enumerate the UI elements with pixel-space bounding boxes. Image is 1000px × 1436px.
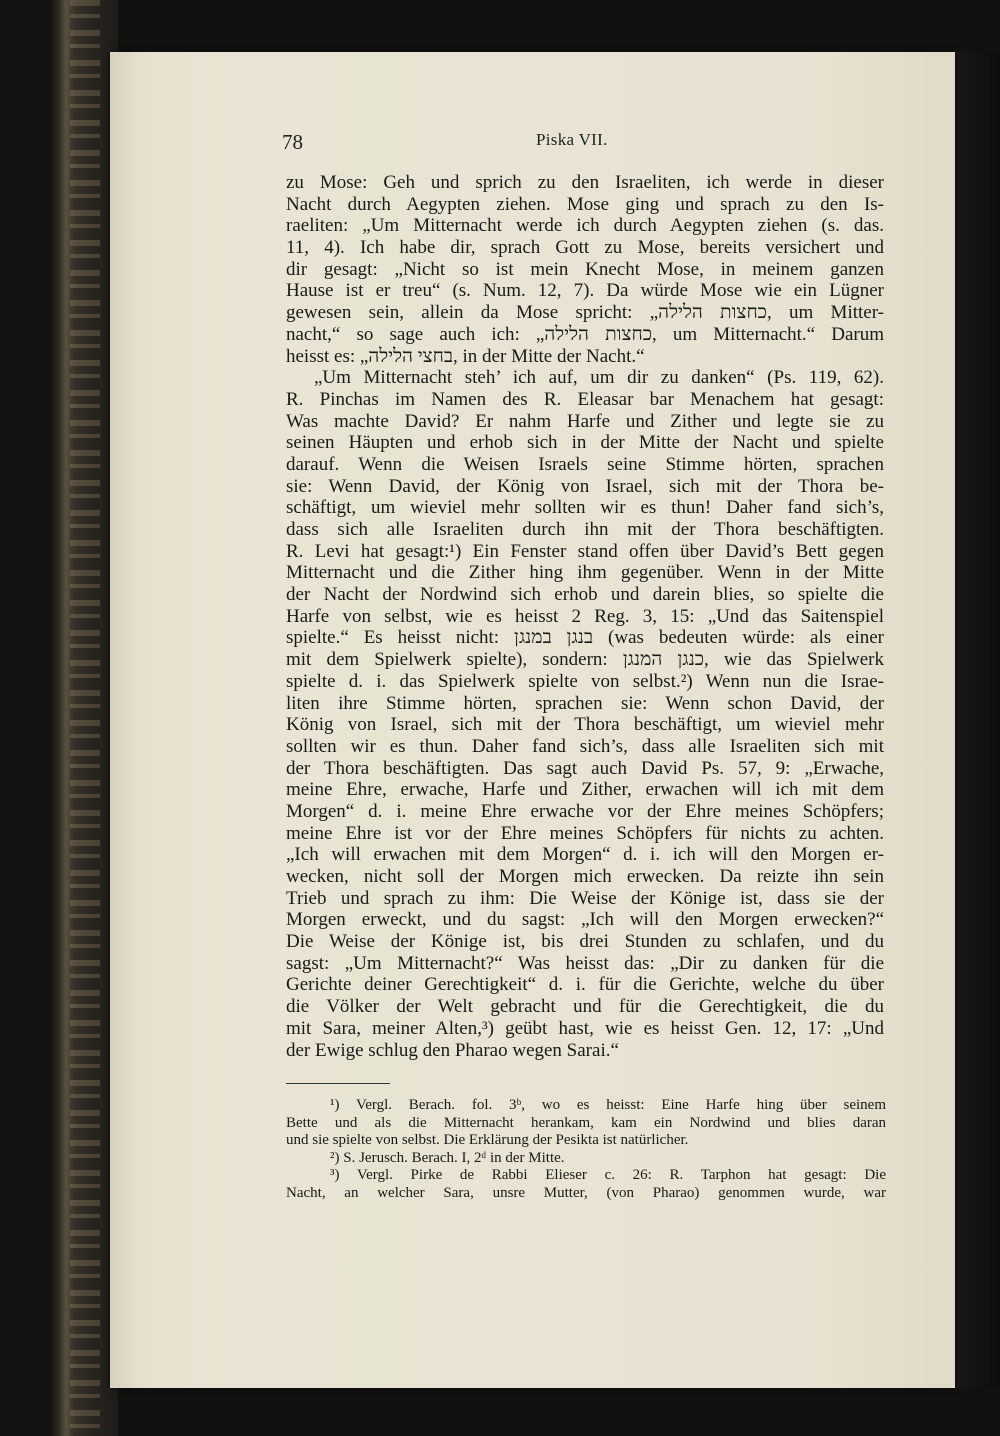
text-line: „Ich will erwachen mit dem Morgen“ d. i. ich will den Morgen er- <box>286 844 884 866</box>
running-title: Piska VII. <box>536 130 608 149</box>
text-line: Gerichte deiner Gerechtigkeit“ d. i. für die Gerichte, welche du über <box>286 974 884 996</box>
text-line: Morgen erweckt, und du sagst: „Ich will den Morgen erwecken?“ <box>286 909 884 931</box>
text-line: die Völker der Welt gebracht und für die Gerechtigkeit, die du <box>286 996 884 1018</box>
text-line: sagst: „Um Mitternacht?“ Was heisst das: „Dir zu danken für die <box>286 952 884 974</box>
text-line: der Nacht der Nordwind sich erhob und darein blies, so spielte die <box>286 584 884 606</box>
text-line: zu Mose: Geh und sprich zu den Israeliten, ich werde in dieser <box>286 172 884 193</box>
footnote-line: und sie spielte von selbst. Die Erklärung der Pesikta ist natürlicher. <box>286 1132 689 1148</box>
text-line: liten ihre Stimme hörten, sprachen sie: Wenn schon David, der <box>286 692 884 714</box>
text-line: schäftigt, um wieviel mehr sollten wir es thun! Daher fand sich’s, <box>286 497 884 519</box>
text-line: seinen Häupten und erhob sich in der Mitte der Nacht und spielte <box>286 432 884 454</box>
footnotes <box>286 1097 886 1202</box>
text-line: darauf. Wenn die Weisen Israels seine Stimme hörten, sprachen <box>286 453 884 475</box>
text-line: „Um Mitternacht steh’ ich auf, um dir zu danken“ (Ps. 119, 62). <box>314 367 884 389</box>
text-line: nacht,“ so sage auch ich: „כחצות הלילה, um Mitternacht.“ Darum <box>286 323 884 345</box>
text-line: Nacht durch Aegypten ziehen. Mose ging und sprach zu den Is- <box>286 193 884 215</box>
page-number: 78 <box>282 130 303 154</box>
text-line: wecken, nicht soll der Morgen mich erwecken. Da reizte ihn sein <box>286 866 884 887</box>
footnote-line: ³) Vergl. Pirke de Rabbi Elieser c. 26: R. Tarphon hat gesagt: Die <box>330 1167 886 1183</box>
text-line: König von Israel, sich mit der Thora beschäftigt, um wieviel mehr <box>286 714 884 736</box>
text-line: Harfe von selbst, wie es heisst 2 Reg. 3, 15: „Und das Saitenspiel <box>286 605 884 627</box>
text-line: Mitternacht und die Zither hing ihm gegenüber. Wenn in der Mitte <box>286 562 884 584</box>
text-line: meine Ehre ist vor der Ehre meines Schöpfers für nichts zu achten. <box>286 822 884 844</box>
book-spine-edge <box>0 0 118 1436</box>
footnote-rule <box>286 1083 390 1084</box>
text-line: R. Levi hat gesagt:¹) Ein Fenster stand offen über David’s Bett gegen <box>286 540 884 562</box>
text-line: mit dem Spielwerk spielte), sondern: כנגן המנגן, wie das Spielwerk <box>286 649 884 671</box>
text-line: spielte d. i. das Spielwerk spielte von selbst.²) Wenn nun die Israe- <box>286 670 884 692</box>
text-line: der Ewige schlug den Pharao wegen Sarai.“ <box>286 1039 619 1061</box>
text-line: der Thora beschäftigten. Das sagt auch David Ps. 57, 9: „Erwache, <box>286 757 884 779</box>
footnote-line: Nacht, an welcher Sara, unsre Mutter, (von Pharao) genommen wurde, war <box>286 1184 886 1201</box>
footnote-line: Bette und als die Mitternacht herankam, kam ein Nordwind und blies daran <box>286 1114 886 1131</box>
text-line: sollten wir es thun. Daher fand sich’s, dass alle Israeliten sich mit <box>286 735 884 757</box>
text-line: raeliten: „Um Mitternacht werde ich durch Aegypten ziehen (s. das. <box>286 215 884 237</box>
text-line: R. Pinchas im Namen des R. Eleasar bar Menachem hat gesagt: <box>286 388 884 410</box>
body-text <box>286 172 884 1061</box>
text-line: gewesen sein, allein da Mose spricht: „כחצות הלילה, um Mitter- <box>286 302 884 324</box>
text-line: dass sich alle Israeliten durch ihn mit der Thora beschäftigten. <box>286 519 884 540</box>
facing-page-edge <box>955 52 1000 1388</box>
footnote-line: ¹) Vergl. Berach. fol. 3ᵇ, wo es heisst: Eine Harfe hing über seinem <box>330 1097 886 1113</box>
text-line: spielte.“ Es heisst nicht: בנגן במנגן (was bedeuten würde: als einer <box>286 627 885 649</box>
text-line: Morgen“ d. i. meine Ehre erwache vor der Ehre meines Schöpfers; <box>286 800 884 822</box>
text-line: heisst es: „בחצי הלילה, in der Mitte der Nacht.“ <box>286 345 645 367</box>
text-line: meine Ehre, erwache, Harfe und Zither, erwachen will ich mit dem <box>286 779 884 801</box>
text-line: Was machte David? Er nahm Harfe und Zither und legte sie zu <box>286 410 884 432</box>
text-line: mit Sara, meiner Alten,³) geübt hast, wie es heisst Gen. 12, 17: „Und <box>286 1017 884 1039</box>
text-line: Die Weise der Könige ist, bis drei Stunden zu schlafen, und du <box>286 931 884 953</box>
text-line: Trieb und sprach zu ihm: Die Weise der Könige ist, dass sie der <box>286 887 884 909</box>
text-line: dir gesagt: „Nicht so ist mein Knecht Mose, in meinem ganzen <box>286 258 884 280</box>
text-line: 11, 4). Ich habe dir, sprach Gott zu Mose, bereits versichert und <box>286 237 884 259</box>
text-line: Hause ist er treu“ (s. Num. 12, 7). Da würde Mose wie ein Lügner <box>286 280 884 302</box>
footnote-line: ²) S. Jerusch. Berach. I, 2ᵈ in der Mitte. <box>330 1149 565 1166</box>
text-line: sie: Wenn David, der König von Israel, sich mit der Thora be- <box>286 475 884 497</box>
page-stack-edge <box>70 0 100 1436</box>
